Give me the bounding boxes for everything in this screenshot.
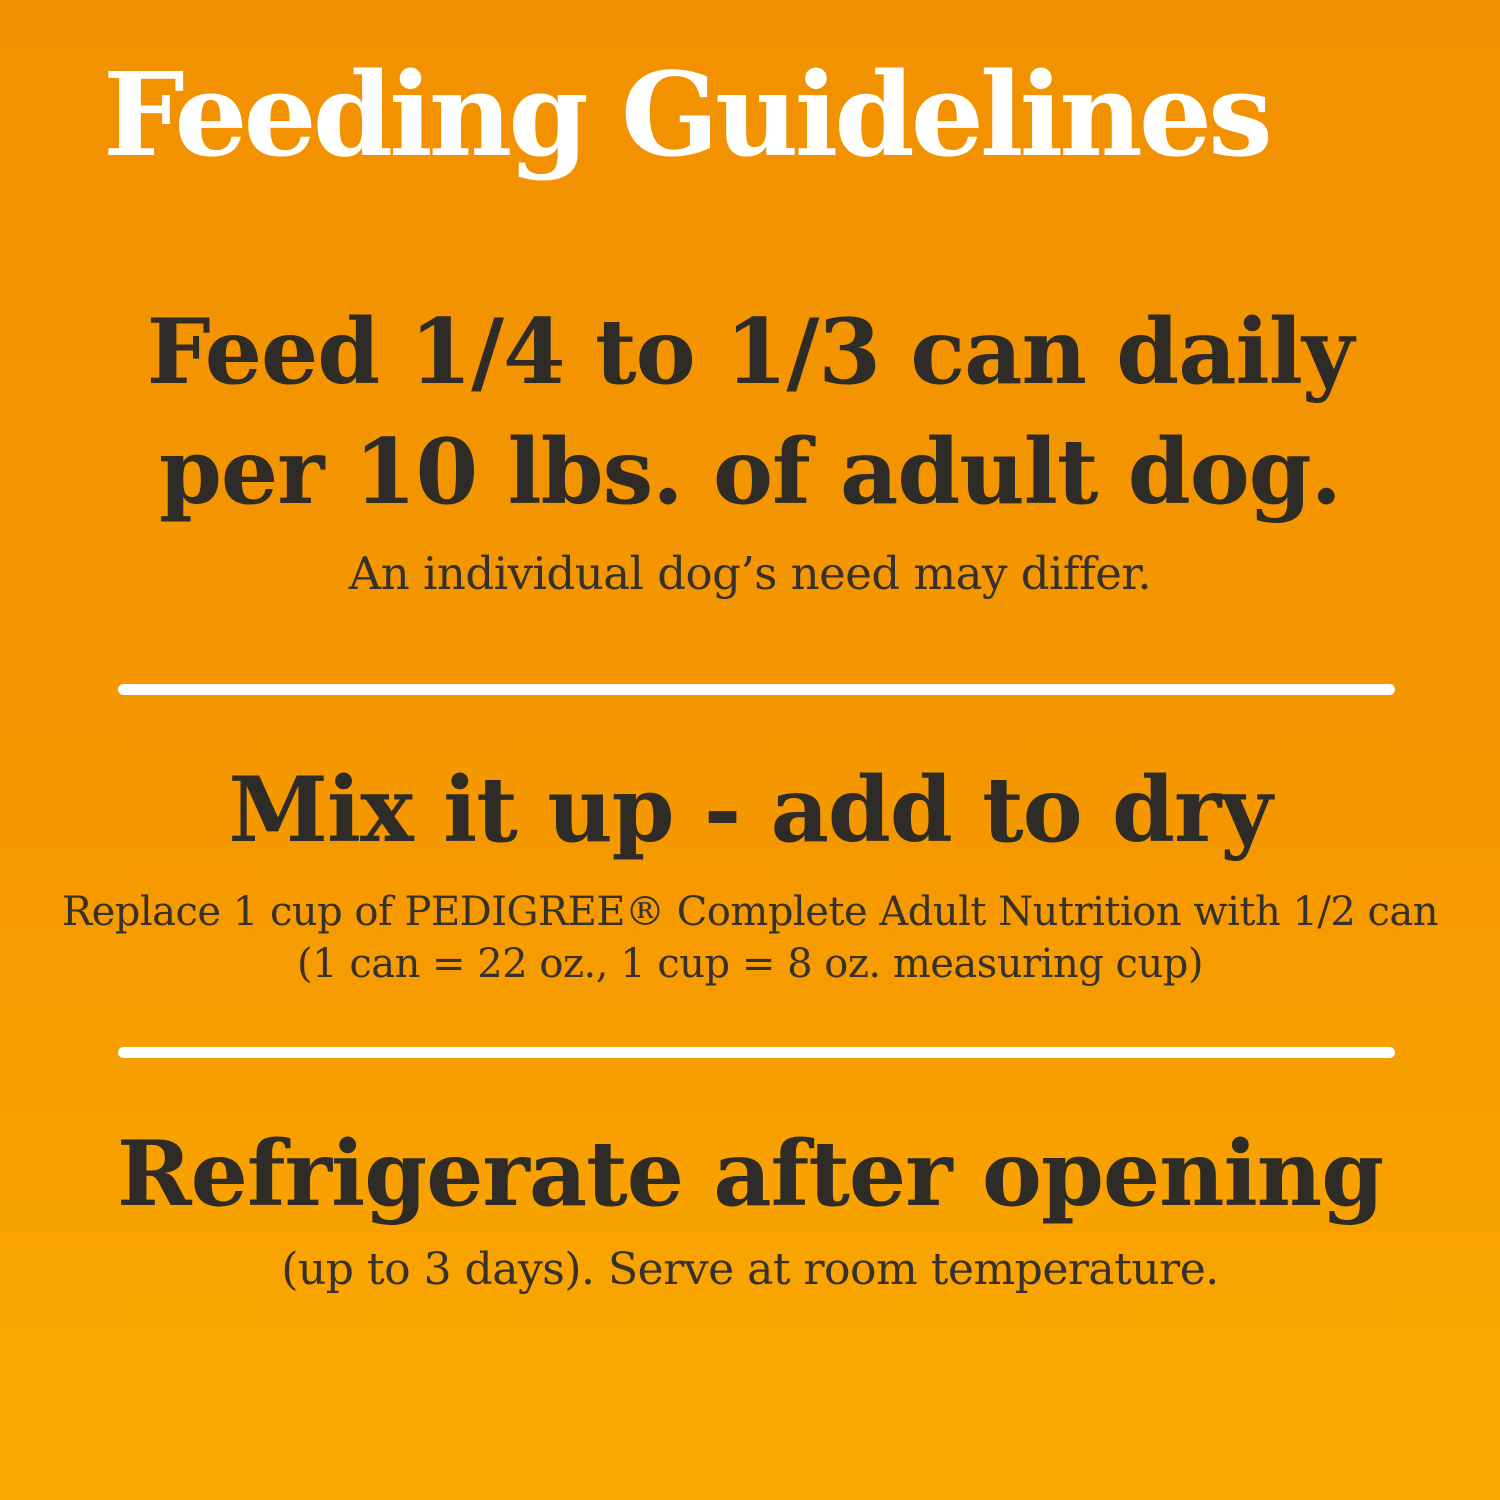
mix-it-up-subtext-line2: (1 can = 22 oz., 1 cup = 8 oz. measuring cup) xyxy=(297,941,1203,987)
refrigerate-subtext: (up to 3 days). Serve at room temperature. xyxy=(281,1244,1219,1295)
feeding-amount-heading-line2: per 10 lbs. of adult dog. xyxy=(158,419,1342,525)
feeding-amount-heading-line1: Feed 1/4 to 1/3 can daily xyxy=(146,299,1354,405)
refrigerate-heading: Refrigerate after opening xyxy=(116,1121,1384,1227)
feeding-amount-subtext: An individual dog’s need may differ. xyxy=(348,547,1152,600)
section-divider xyxy=(118,1047,1395,1058)
section-divider xyxy=(118,684,1395,695)
mix-it-up-heading: Mix it up - add to dry xyxy=(228,757,1272,863)
mix-it-up-subtext-line1: Replace 1 cup of PEDIGREE® Complete Adult Nutrition with 1/2 can xyxy=(61,889,1439,935)
page-title: Feeding Guidelines xyxy=(103,48,1269,183)
